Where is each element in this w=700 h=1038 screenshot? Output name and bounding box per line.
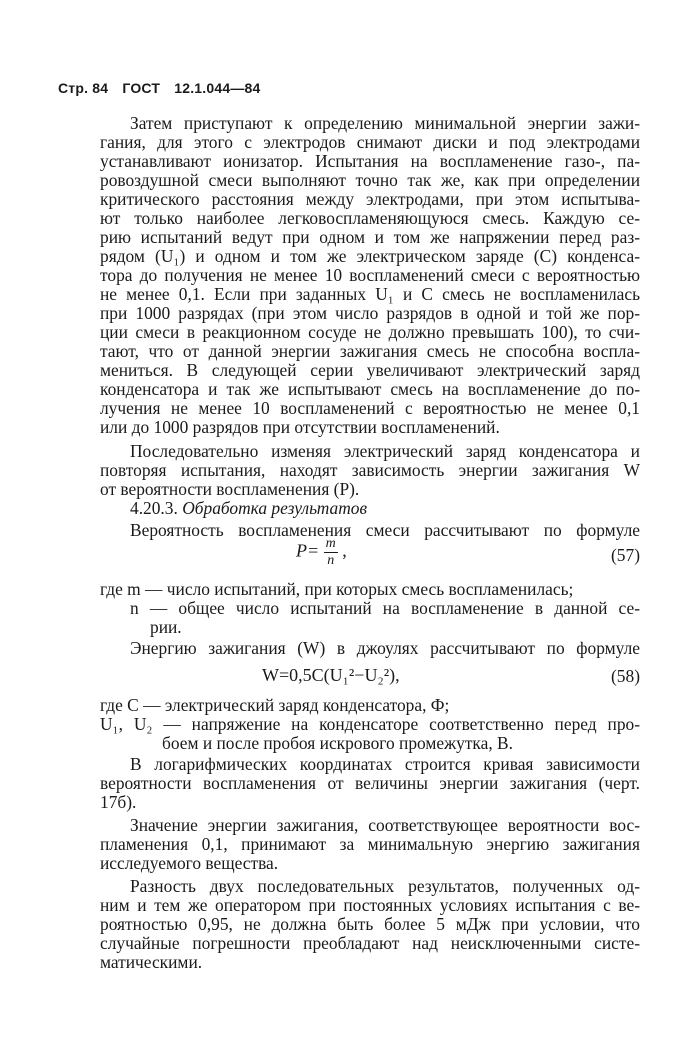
energy-intro: Энергию зажигания (W) в джоулях рассчитывают по формуле <box>130 638 640 658</box>
equation-number-57: (57) <box>611 545 640 565</box>
page-header <box>58 80 271 96</box>
text-line: не менее 0,1. Если при заданных U₁ и C смесь не воспламенилась <box>100 284 640 304</box>
text-line: гания, для этого с электродов снимают диски и под электродами <box>100 132 640 152</box>
section-title: Обработка результатов <box>182 498 368 518</box>
formula-57-fraction <box>324 536 338 569</box>
text-line: матическими. <box>100 952 203 972</box>
text-line: Разность двух последовательных результатов, полученных од- <box>130 876 640 896</box>
text-line: повторяя испытания, находят зависимость энергии зажигания W <box>100 460 640 480</box>
text-line: рядом (U₁) и одном и том же электрическом заряде (C) конденса- <box>100 246 640 266</box>
formula-57-lhs: P= <box>296 540 320 561</box>
text-line: ровоздушной смеси выполняют точно так же, как при определении <box>100 170 640 190</box>
text-line: Последовательно изменяя электрический заряд конденсатора и <box>130 441 640 461</box>
section-heading <box>130 499 640 518</box>
where-n-continuation: рии. <box>150 617 182 637</box>
standard-label: ГОСТ <box>122 80 161 96</box>
text-line: тора до получения не менее 10 воспламенений смеси с вероятностью <box>100 265 640 285</box>
where-u-continuation: боем и после пробоя искрового промежутка, В. <box>162 733 513 753</box>
text-line: критического расстояния между электродами, при этом испытыва- <box>100 189 640 209</box>
text-line: конденсатора и так же испытывают смесь на воспламенение до по- <box>100 379 640 399</box>
where-n-definition: n — общее число испытаний на воспламенение в данной се- <box>130 598 640 618</box>
formula-57-tail: , <box>342 540 347 561</box>
text-line: тают, что от данной энергии зажигания смесь не способна воспла- <box>100 341 640 361</box>
text-line: ют только наиболее легковоспламеняющуюся смесь. Каждую се- <box>100 208 640 228</box>
standard-number: 12.1.044—84 <box>174 80 261 96</box>
where-m-definition: где m — число испытаний, при которых смесь воспламенилась; <box>100 579 574 599</box>
text-line: вероятности воспламенения от величины энергии зажигания (черт. <box>100 773 640 793</box>
probability-intro: Вероятность воспламенения смеси рассчитывают по формуле <box>130 520 640 540</box>
text-line: мениться. В следующей серии увеличивают электрический заряд <box>100 360 640 380</box>
text-line: ним и тем же оператором при постоянных условиях испытания с ве- <box>100 895 640 915</box>
text-line: 17б). <box>100 792 137 812</box>
section-number: 4.20.3. <box>130 498 178 518</box>
text-line: при 1000 разрядах (при этом число разрядов в одной и той же пор- <box>100 303 640 323</box>
text-line: роятностью 0,95, не должна быть более 5 мДж при условии, что <box>100 914 640 934</box>
text-line: случайные погрешности преобладают над неисключенными систе- <box>100 933 640 953</box>
formula-57-numerator: m <box>325 536 336 551</box>
equation-number-58: (58) <box>611 666 640 686</box>
where-c-definition: где C — электрический заряд конденсатора, Ф; <box>100 695 450 715</box>
text-line: рию испытаний ведут при одном и том же напряжении перед раз- <box>100 227 640 247</box>
text-line: или до 1000 разрядов при отсутствии воспламенений. <box>100 417 500 437</box>
text-line: исследуемого вещества. <box>100 853 279 873</box>
text-line: В логарифмических координатах строится кривая зависимости <box>130 754 640 774</box>
text-line: пламенения 0,1, принимают за минимальную энергию зажигания <box>100 834 640 854</box>
text-line: от вероятности воспламенения (P). <box>100 479 360 499</box>
page-number: Стр. 84 <box>58 80 109 96</box>
text-line: устанавливают ионизатор. Испытания на воспламенение газо-, па- <box>100 151 640 171</box>
where-u-definition: U₁, U₂ — напряжение на конденсаторе соответственно перед про- <box>100 714 640 734</box>
formula-58: W=0,5C(U₁²−U₂²), <box>262 665 400 685</box>
formula-57 <box>296 536 347 569</box>
text-line: Значение энергии зажигания, соответствующее вероятности вос- <box>130 815 640 835</box>
text-line: ции смеси в реакционном сосуде не должно превышать 100), то счи- <box>100 322 640 342</box>
text-line: лучения не менее 10 воспламенений с вероятностью не менее 0,1 <box>100 398 640 418</box>
text-line: Затем приступают к определению минимальной энергии зажи- <box>130 113 640 133</box>
formula-57-denominator: n <box>327 553 335 568</box>
